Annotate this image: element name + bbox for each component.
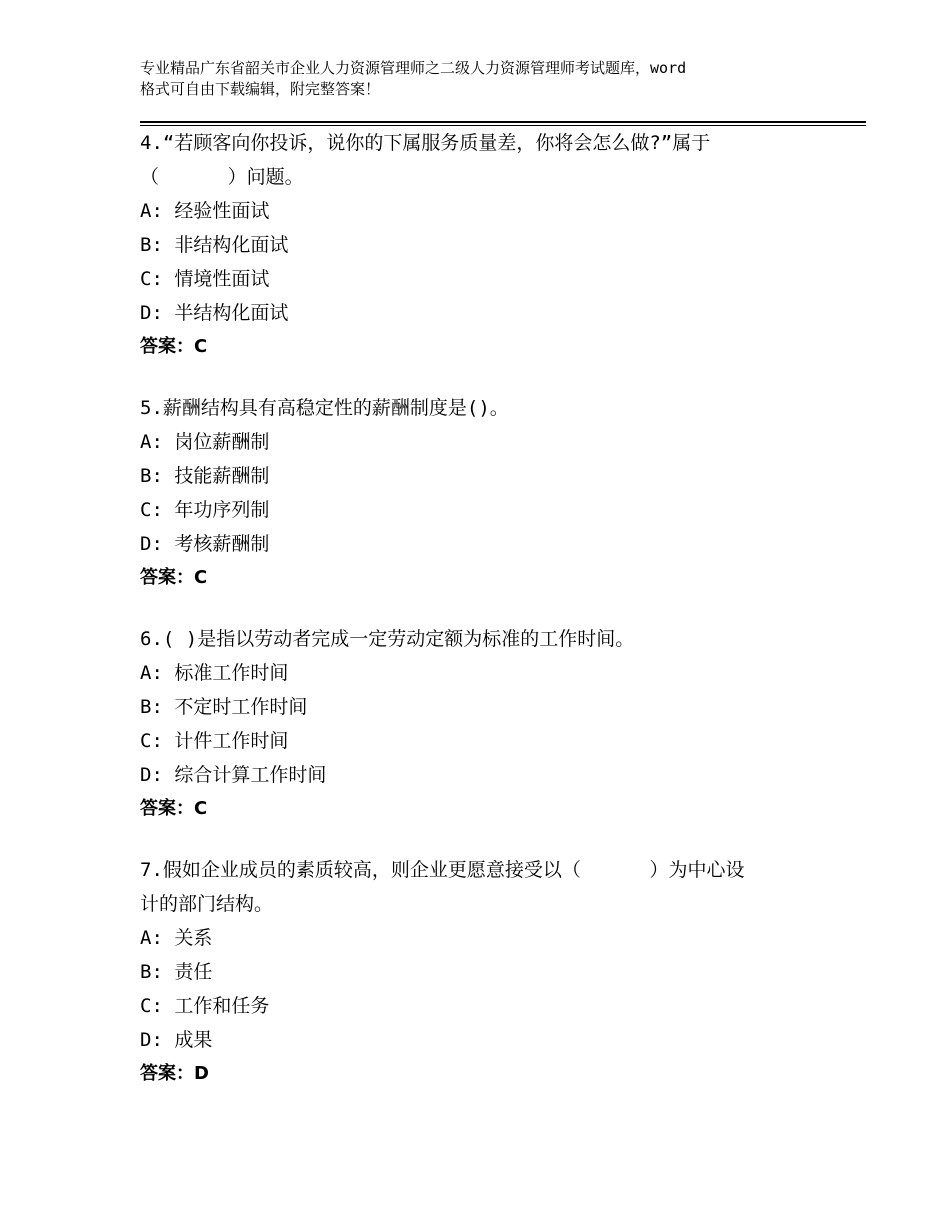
option-b: B: 非结构化面试	[140, 234, 289, 256]
option-d: D: 综合计算工作时间	[140, 764, 327, 786]
answer: 答案：C	[140, 336, 208, 357]
option-a: A: 关系	[140, 927, 213, 949]
option-c: C: 工作和任务	[140, 995, 270, 1017]
header-title-line-1: 专业精品广东省韶关市企业人力资源管理师之二级人力资源管理师考试题库，word	[140, 59, 687, 77]
header-title-line-2: 格式可自由下载编辑，附完整答案！	[140, 80, 381, 98]
question-6	[140, 622, 840, 826]
question-stem-line: 5.薪酬结构具有高稳定性的薪酬制度是()。	[140, 397, 509, 419]
header-divider-thick	[140, 121, 866, 123]
option-d: D: 考核薪酬制	[140, 533, 270, 555]
question-7	[140, 853, 840, 1091]
answer: 答案：D	[140, 1063, 209, 1084]
option-b: B: 不定时工作时间	[140, 696, 308, 718]
question-stem-line: 4.“若顾客向你投诉，说你的下属服务质量差，你将会怎么做?”属于	[140, 132, 711, 154]
question-5	[140, 391, 840, 595]
option-a: A: 经验性面试	[140, 200, 270, 222]
answer: 答案：C	[140, 567, 208, 588]
option-a: A: 岗位薪酬制	[140, 431, 270, 453]
option-c: C: 计件工作时间	[140, 730, 289, 752]
question-stem-line: 计的部门结构。	[140, 893, 274, 915]
question-list	[140, 126, 840, 1118]
option-d: D: 成果	[140, 1029, 213, 1051]
option-d: D: 半结构化面试	[140, 302, 289, 324]
document-header	[140, 58, 840, 100]
option-c: C: 年功序列制	[140, 499, 270, 521]
option-c: C: 情境性面试	[140, 268, 270, 290]
option-b: B: 技能薪酬制	[140, 465, 270, 487]
question-4	[140, 126, 840, 364]
option-b: B: 责任	[140, 961, 213, 983]
question-stem-line: 6.( )是指以劳动者完成一定劳动定额为标准的工作时间。	[140, 628, 635, 650]
question-stem-line: （ ）问题。	[140, 166, 304, 188]
option-a: A: 标准工作时间	[140, 662, 289, 684]
question-stem-line: 7.假如企业成员的素质较高，则企业更愿意接受以（ ）为中心设	[140, 859, 745, 881]
answer: 答案：C	[140, 798, 208, 819]
